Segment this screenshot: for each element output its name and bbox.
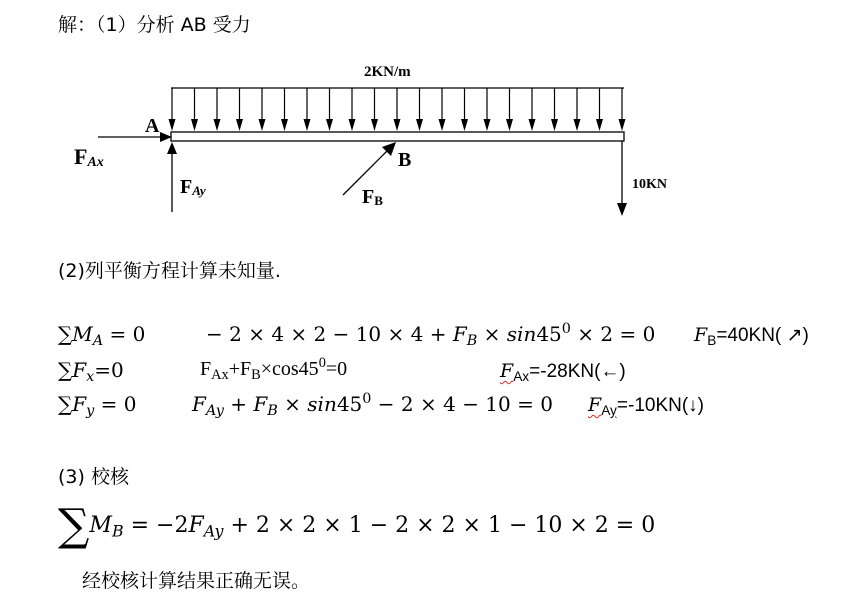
load-arrow-head (304, 119, 311, 131)
eq1-body: − $2 \times 4 \times 2 - 10 \times 4 + F_B \times \sin 45^0 \times 2 = 0$ (206, 321, 656, 350)
load-arrow-head (326, 119, 333, 131)
eq2-body: $F_{Ax}+F_B\times\cos 45^0=0$ (200, 355, 348, 384)
eq2-result: $F_{Ax}=-28KN(\leftarrow)$ (500, 360, 626, 384)
load-arrow-head (371, 119, 378, 131)
beam (171, 132, 624, 141)
load-arrow-head (461, 119, 468, 131)
point-b-label: B (398, 149, 412, 171)
force-10kn-label: 10KN (632, 177, 667, 192)
step1-heading: 解：（1）分析 AB 受力 (58, 14, 251, 36)
conclusion-text: 经校核计算结果正确无误。 (82, 570, 311, 592)
load-arrow-head (349, 119, 356, 131)
load-arrow-head (259, 119, 266, 131)
eq3-result: $F_{Ay}=-10KN(↓)$ (588, 394, 705, 418)
fay-label: FAy (180, 176, 206, 198)
load-arrow-head (574, 119, 581, 131)
eq3-body: $F_{Ay} + F_B \times \sin 45^0 - 2 \times 4 - 10 = 0$ (192, 391, 553, 420)
force-10kn-head (617, 203, 627, 216)
fax-arrow-head (160, 132, 172, 142)
load-arrow-head (281, 119, 288, 131)
load-arrow-head (484, 119, 491, 131)
load-arrow-head (596, 119, 603, 131)
load-arrow-head (619, 119, 626, 131)
load-arrow-head (236, 119, 243, 131)
load-arrow-head (191, 119, 198, 131)
load-arrow-head (394, 119, 401, 131)
load-arrow-head (214, 119, 221, 131)
load-arrow-head (416, 119, 423, 131)
eq1-result: $F_B=40KN$( ↗) (694, 324, 809, 348)
free-body-diagram (0, 40, 854, 240)
point-a-label: A (145, 115, 160, 137)
load-arrow-head (439, 119, 446, 131)
fay-arrow-head (167, 142, 177, 154)
load-arrow-head (169, 119, 176, 131)
eq1-lhs: $\sum M_A = 0$ (58, 322, 146, 350)
load-arrow-head (529, 119, 536, 131)
step2-heading: (2)列平衡方程计算未知量. (58, 260, 281, 282)
load-arrow-head (506, 119, 513, 131)
fb-label: FB (362, 186, 383, 208)
check-equation: $\sum M_B = -2F_{Ay} + 2 \times 2 \times 1 - 2 \times 2 \times 1 - 10 \times 2 = 0$ (58, 500, 656, 551)
fax-label: FAx (74, 144, 104, 170)
step3-heading: (3) 校核 (58, 466, 129, 488)
eq2-lhs: $\sum F_x=0$ (58, 358, 124, 386)
distributed-load-arrows (169, 88, 626, 131)
load-label: 2KN/m (364, 64, 411, 80)
eq3-lhs: $\sum F_y = 0$ (58, 392, 137, 420)
load-arrow-head (551, 119, 558, 131)
